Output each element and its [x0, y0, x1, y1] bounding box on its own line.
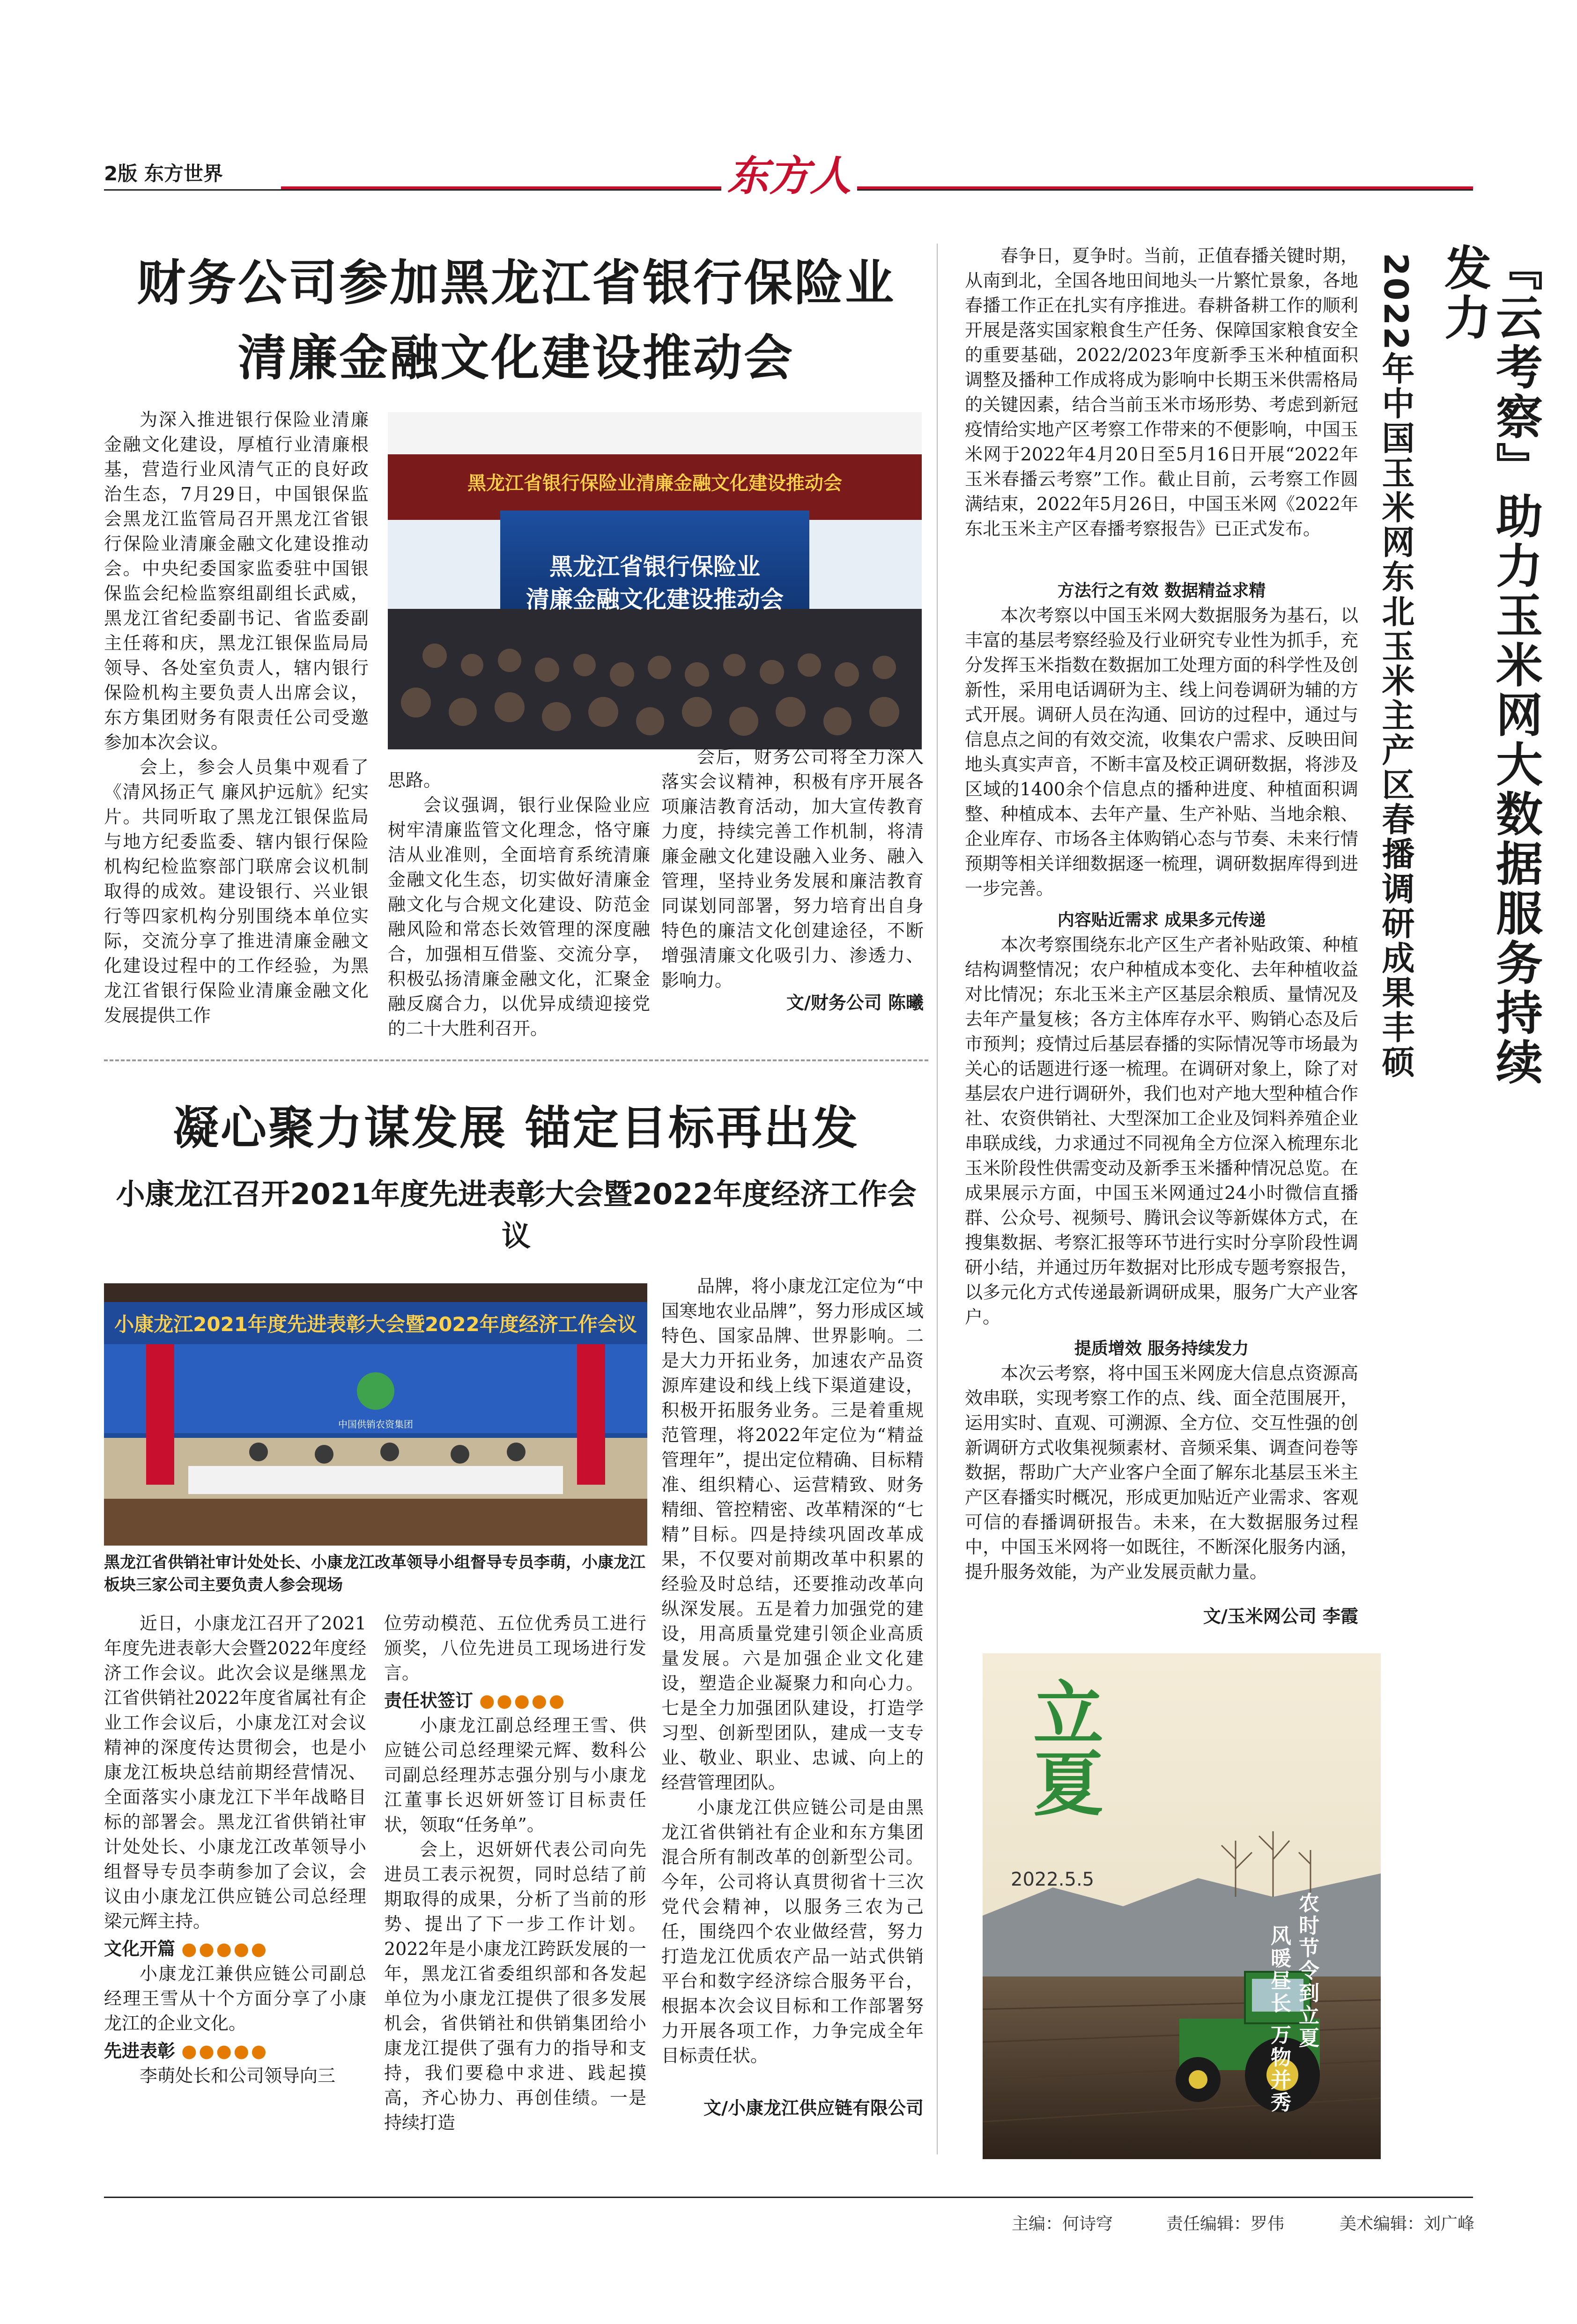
article2-byline: 文/小康龙江供应链有限公司 — [703, 2098, 924, 2118]
footer-art-editor: 美术编辑：刘广峰 — [1340, 2214, 1475, 2234]
article1-photo-banner: 黑龙江省银行保险业清廉金融文化建设推动会 — [467, 473, 842, 494]
article2-sec-culture: 文化开篇 ●●●●● — [104, 1939, 269, 1959]
footer-responsible-editor: 责任编辑：罗伟 — [1166, 2214, 1285, 2234]
article2-sec-responsibility: 责任状签订 ●●●●● — [384, 1690, 567, 1711]
footer-rule — [104, 2197, 1473, 2198]
newspaper-logo: 东方人 — [721, 150, 857, 201]
poster-poem-line1: 农时节令到立夏 — [1295, 1892, 1319, 2050]
article1-byline: 文/财务公司 陈曦 — [786, 992, 924, 1013]
dots-ornament: ●●●●● — [181, 1939, 269, 1959]
article3-sec1: 方法行之有效 数据精益求精 — [1057, 581, 1266, 600]
article2-title: 凝心聚力谋发展 锚定目标再出发 — [172, 1102, 860, 1155]
article3-title-line1: 『云考察』助力玉米网大数据服务持续发力 — [1436, 244, 1543, 1088]
article1-title-line1: 财务公司参加黑龙江省银行保险业 — [136, 254, 896, 311]
article3-byline: 文/玉米网公司 李霞 — [1203, 1606, 1358, 1627]
article3-body: 方法行之有效 数据精益求精 本次考察以中国玉米网大数据服务为基石，以丰富的基层考察经验及行业研究专业性为抓手，充分发挥玉米指数在数据加工处理方面的科学性及创新性，采用电话调研为主、线上问卷调研为辅的方式开展。调研人员在沟通、回访的过程中，通过与信息点之间的有效交流，收集农户需求、反映田间地头真实声音，不断丰富及校正调研数据，将涉及区域的1400余个信息点的播种进度、种植面积调整、种植成本、去年产量、生产补贴、当地余粮、企业库存、市场各主体购销心态与节奏、未来行情预期等相关详细数据逐一梳理，调研数据库得到进一步完善。 内容贴近需求 成果多元传递 本次考察围绕东北产区生产者补贴政策、种植结构调整情况；农户种植成本变化、去年种植收益对比情况；东北玉米主产区基层余粮质、量情况及去年产量复核；各方主体库存水平、购销心态及后市预判；疫情过后基层春播的实际情况等市场最为关心的话题进行逐一梳理。在调研对象上，除了对基层农户进行调研外，我们也对产地大型种植合作社、农资供销社、大型深加工企业及饲料养殖企业串联成线，力求通过不同视角全方位深入梳理东北玉米阶段性供需变动及新季玉米播种情况总览。在成果展示方面，中国玉米网通过24小时微信直播群、公众号、视频号、腾讯会议等新媒体方式，在搜集数据、考察汇报等环节进行实时分享阶段性调研小结，并通过历年数据对比形成专题考察报告，以多元化方式传递最新调研成果，服务广大产业客户。 提质增效 服务持续发力 本次云考察，将中国玉米网庞大信息点资源高效串联，实现考察工作的点、线、面全范围展开，运用实时、直观、可溯源、全方位、交互性强的创新调研方式收集视频素材、音频采集、调查问卷等数据，帮助广大产业客户全面了解东北基层玉米主产区春播实时概况，形成更加贴近产业需求、客观可信的春播调研报告。未来，在大数据服务过程中，中国玉米网将一如既往，不断深化服务内涵，提升服务效能，为产业发展贡献力量。 — [965, 578, 1358, 1584]
article2-sec-advanced: 先进表彰 ●●●●● — [104, 2041, 269, 2061]
column-rule — [937, 244, 938, 2154]
dots-ornament: ●●●●● — [181, 2041, 269, 2061]
article1-col3: 会后，财务公司将全力深入落实会议精神，积极有序开展各项廉洁教育活动，加大宣传教育力度，持续完善工作机制，将清廉金融文化建设融入业务、融入管理，坚持业务发展和廉洁教育同谋划同部署，努力培育出自身特色的廉洁文化创建途径，不断增强清廉文化吸引力、渗透力、影响力。 — [661, 747, 924, 991]
article3-sec2: 内容贴近需求 成果多元传递 — [1057, 910, 1266, 930]
dots-ornament: ●●●●● — [479, 1690, 567, 1711]
poster-date: 2022.5.5 — [1011, 1869, 1095, 1890]
article1-photo — [388, 412, 922, 749]
article1-title-line2: 清廉金融文化建设推动会 — [237, 329, 794, 386]
article-divider — [104, 1059, 928, 1061]
page-label: 2版 东方世界 — [104, 162, 223, 185]
footer-editor: 主编：何诗穹 — [1012, 2214, 1113, 2234]
poster-poem-line2: 风暖昼长 万物并秀 — [1267, 1925, 1291, 2114]
article2-photo — [104, 1283, 647, 1546]
article3-sec3: 提质增效 服务持续发力 — [1074, 1339, 1249, 1358]
article2-col2: 位劳动模范、五位优秀员工进行颁奖，八位先进员工现场进行发言。 责任状签订 ●●●●● 小康龙江副总经理王雪、供应链公司总经理梁元辉、数科公司副总经理苏志强分别与小康龙江董事长迟妍妍签订目标责任状，领取“任务单”。 会上，迟妍妍代表公司向先进员工表示祝贺，同时总结了前期取得的成果，分析了当前的形势、提出了下一步工作计划。2022年是小康龙江跨跃发展的一年，黑龙江省委组织部和各发起单位为小康龙江提供了很多发展机会，省供销社和供销集团给小康龙江提供了强有力的指导和支持，我们要稳中求进、践起摸高，齐心协力、再创佳绩。一是持续打造 — [384, 1613, 646, 2133]
article1-photo-screen-line1: 黑龙江省银行保险业 — [549, 553, 760, 580]
article2-photo-caption: 黑龙江省供销社审计处处长、小康龙江改革领导小组督导专员李萌，小康龙江板块三家公司主要负责人参会现场 — [104, 1553, 645, 1594]
article2-photo-logo-text: 中国供销农资集团 — [338, 1419, 413, 1430]
article1-col2: 思路。 会议强调，银行业保险业应树牢清廉监管文化理念，恪守廉洁从业准则，全面培育系统清廉金融文化生态，切实做好清廉金融文化与合规文化建设、防范金融风险和常态长效管理的深度融合，加强相互借鉴、交流分享，积极弘扬清廉金融文化，汇聚金融反腐合力，以优异成绩迎接党的二十大胜利召开。 — [388, 770, 650, 1039]
article3-title-line2: 2022年中国玉米网东北玉米主产区春播调研成果丰硕 — [1377, 253, 1415, 1080]
article1-photo-screen-line2: 清廉金融文化建设推动会 — [526, 586, 784, 613]
article2-col1: 近日，小康龙江召开了2021年度先进表彰大会暨2022年度经济工作会议。此次会议是继黑龙江省供销社2022年度省属社有企业工作会议后，小康龙江对会议精神的深度传达贯彻会，也是小康龙江板块总结前期经营情况、全面落实小康龙江下半年战略目标的部署会。黑龙江省供销社审计处处长、小康龙江改革领导小组督导专员李萌参加了会议，会议由小康龙江供应链公司总经理梁元辉主持。 文化开篇 ●●●●● 小康龙江兼供应链公司副总经理王雪从十个方面分享了小康龙江的企业文化。 先进表彰 ●●●●● 李萌处长和公司领导向三 — [104, 1613, 366, 2086]
article2-photo-banner: 小康龙江2021年度先进表彰大会暨2022年度经济工作会议 — [114, 1313, 637, 1336]
article2-subtitle: 小康龙江召开2021年度先进表彰大会暨2022年度经济工作会议 — [116, 1177, 917, 1253]
lixia-poster — [983, 1653, 1381, 2159]
poster-title: 立夏 — [1021, 1677, 1103, 1817]
article3-intro: 春争日，夏争时。当前，正值春播关键时期，从南到北，全国各地田间地头一片繁忙景象，各地春播工作正在扎实有序推进。春耕备耕工作的顺利开展是落实国家粮食生产任务、保障国家粮食安全的重要基础，2022/2023年度新季玉米种植面积调整及播种工作成将成为影响中长期玉米供需格局的关键因素，结合当前玉米市场形势、考虑到新冠疫情给实地产区考察工作带来的不便影响，中国玉米网于2022年4月20日至5月16日开展“2022年玉米春播云考察”工作。截止目前，云考察工作圆满结束，2022年5月26日，中国玉米网《2022年东北玉米主产区春播考察报告》已正式发布。 — [965, 245, 1358, 539]
article2-col3: 品牌，将小康龙江定位为“中国寒地农业品牌”，努力形成区域特色、国家品牌、世界影响。二是大力开拓业务，加速农产品资源库建设和线上线下渠道建设，积极开拓服务业务。三是着重规范管理，将2022年定位为“精益管理年”，提出定位精确、目标精准、组织精心、运营精致、财务精细、管控精密、改革精深的“七精”目标。四是持续巩固改革成果，不仅要对前期改革中积累的经验及时总结，还要推动改革向纵深发展。五是着力加强党的建设，用高质量党建引领企业高质量发展。六是加强企业文化建设，塑造企业凝聚力和向心力。七是全力加强团队建设，打造学习型、创新型团队，建成一支专业、敬业、职业、忠诚、向上的经营管理团队。 小康龙江供应链公司是由黑龙江省供销社有企业和东方集团混合所有制改革的创新型公司。今年，公司将认真贯彻省十三次党代会精神，以服务三农为己任，围绕四个农业做经营，努力打造龙江优质农产品一站式供销平台和数字经济综合服务平台，根据本次会议目标和工作部署努力开展各项工作，力争完成全年目标责任状。 — [661, 1276, 924, 2066]
article1-col1: 为深入推进银行保险业清廉金融文化建设，厚植行业清廉根基，营造行业风清气正的良好政治生态，7月29日，中国银保监会黑龙江监管局召开黑龙江省银行保险业清廉金融文化建设推动会。中央纪委国家监委驻中国银保监会纪检监察组副组长武威，黑龙江省纪委副书记、省监委副主任蒋和庆，黑龙江银保监局局领导、各处室负责人，辖内银行保险机构主要负责人出席会议，东方集团财务有限责任公司受邀参加本次会议。 会上，参会人员集中观看了《清风扬正气 廉风护远航》纪实片。共同听取了黑龙江银保监局与地方纪委监委、辖内银行保险机构纪检监察部门联席会议机制取得的成效。建设银行、兴业银行等四家机构分别围绕本单位实际，交流分享了推进清廉金融文化建设过程中的工作经验，为黑龙江省银行保险业清廉金融文化发展提供工作 — [104, 409, 369, 1026]
